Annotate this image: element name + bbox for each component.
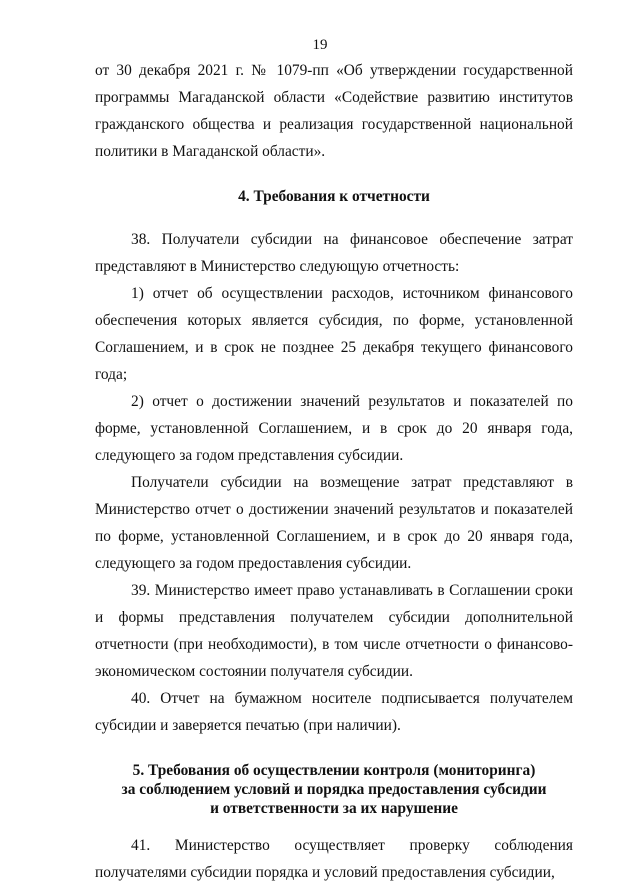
paragraph-39: 39. Министерство имеет право устанавливать в Соглашении сроки и формы представления получателем субсидии дополнительной отчетности (при необходимости), в том числе отчетности о финансово-экономическом состоянии получателя субсидии. (95, 582, 573, 680)
section-4-title: 4. Требования к отчетности (238, 188, 430, 205)
paragraph-38-item-1: 1) отчет об осуществлении расходов, источником финансового обеспечения которых является субсидия, по форме, установленной Соглашением, и в срок не позднее 25 декабря текущего финансового года; (95, 285, 573, 383)
page-content (95, 57, 573, 888)
section-5-title-line-3: и ответственности за их нарушение (210, 800, 458, 817)
paragraph-38: 38. Получатели субсидии на финансовое обеспечение затрат представляют в Министерство следующую отчетность: (95, 231, 573, 275)
paragraph-40: 40. Отчет на бумажном носителе подписывается получателем субсидии и заверяется печатью (при наличии). (95, 690, 573, 734)
paragraph-38-recipients: Получатели субсидии на возмещение затрат представляют в Министерство отчет о достижении значений результатов и показателей по форме, установленной Соглашением, и в срок до 20 января года, следующего за годом предоставления субсидии. (95, 474, 573, 572)
intro-paragraph: от 30 декабря 2021 г. № 1079-пп «Об утверждении государственной программы Магаданской области «Содействие развитию институтов гражданского общества и реализация государственной национальной политики в Магаданской области». (95, 62, 573, 160)
paragraph-41: 41. Министерство осуществляет проверку соблюдения получателями субсидии порядка и условий предоставления субсидии, (95, 837, 573, 881)
paragraph-38-item-2: 2) отчет о достижении значений результатов и показателей по форме, установленной Соглашением, и в срок до 20 января года, следующего за годом представления субсидии. (95, 393, 573, 464)
section-5-title-line-2: за соблюдением условий и порядка предоставления субсидии (121, 781, 547, 798)
section-5-title (95, 761, 573, 818)
page-bottom-clip (95, 832, 573, 888)
page-number: 19 (312, 37, 328, 53)
section-5-title-line-1: 5. Требования об осуществлении контроля (мониторинга) (132, 762, 536, 779)
